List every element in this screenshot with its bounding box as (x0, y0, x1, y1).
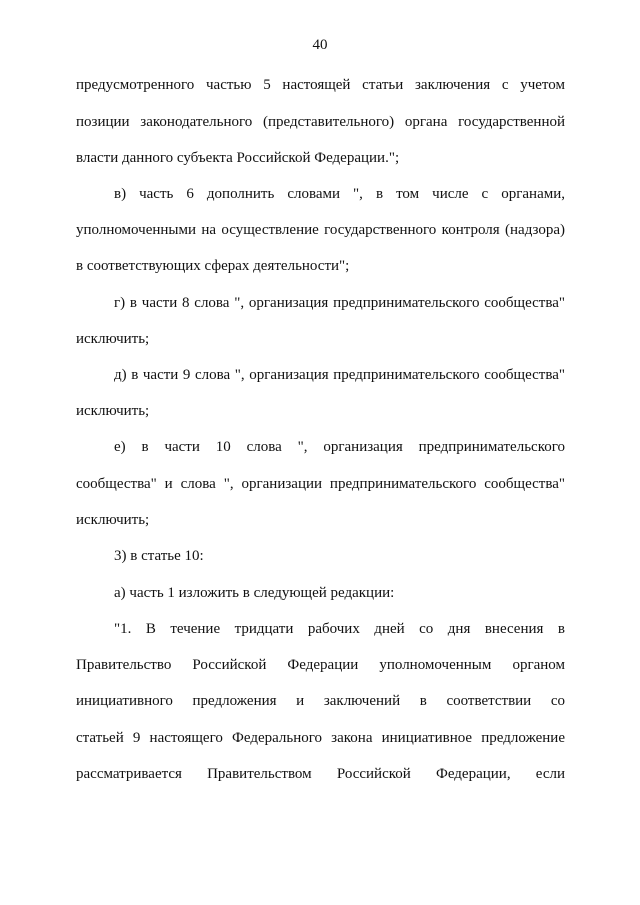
text-line: предусмотренного частью 5 настоящей статьи заключения с учетом (76, 77, 565, 93)
page-number: 40 (312, 37, 328, 53)
text-line: г) в части 8 слова ", организация предпринимательского сообщества" (114, 295, 565, 311)
text-line: д) в части 9 слова ", организация предпринимательского сообщества" (114, 367, 565, 383)
text-line: исключить; (76, 512, 150, 528)
text-line: исключить; (76, 403, 150, 419)
text-line: Правительство Российской Федерации уполномоченным органом (76, 657, 565, 673)
text-line: рассматривается Правительством Российской Федерации, если (76, 766, 565, 782)
text-line: статьей 9 настоящего Федерального закона инициативное предложение (76, 730, 565, 746)
text-line: 3) в статье 10: (114, 548, 204, 564)
text-line: в соответствующих сферах деятельности"; (76, 258, 350, 274)
text-line: инициативного предложения и заключений в соответствии со (76, 693, 565, 709)
text-line: власти данного субъекта Российской Федерации."; (76, 150, 400, 166)
text-line: а) часть 1 изложить в следующей редакции: (114, 585, 395, 601)
text-line: е) в части 10 слова ", организация предпринимательского (114, 439, 565, 455)
text-line: уполномоченными на осуществление государственного контроля (надзора) (76, 222, 565, 238)
text-line: сообщества" и слова ", организации предпринимательского сообщества" (76, 476, 565, 492)
text-line: исключить; (76, 331, 150, 347)
text-line: "1. В течение тридцати рабочих дней со дня внесения в (114, 621, 565, 637)
text-line: позиции законодательного (представительного) органа государственной (76, 114, 565, 130)
text-line: в) часть 6 дополнить словами ", в том числе с органами, (114, 186, 565, 202)
